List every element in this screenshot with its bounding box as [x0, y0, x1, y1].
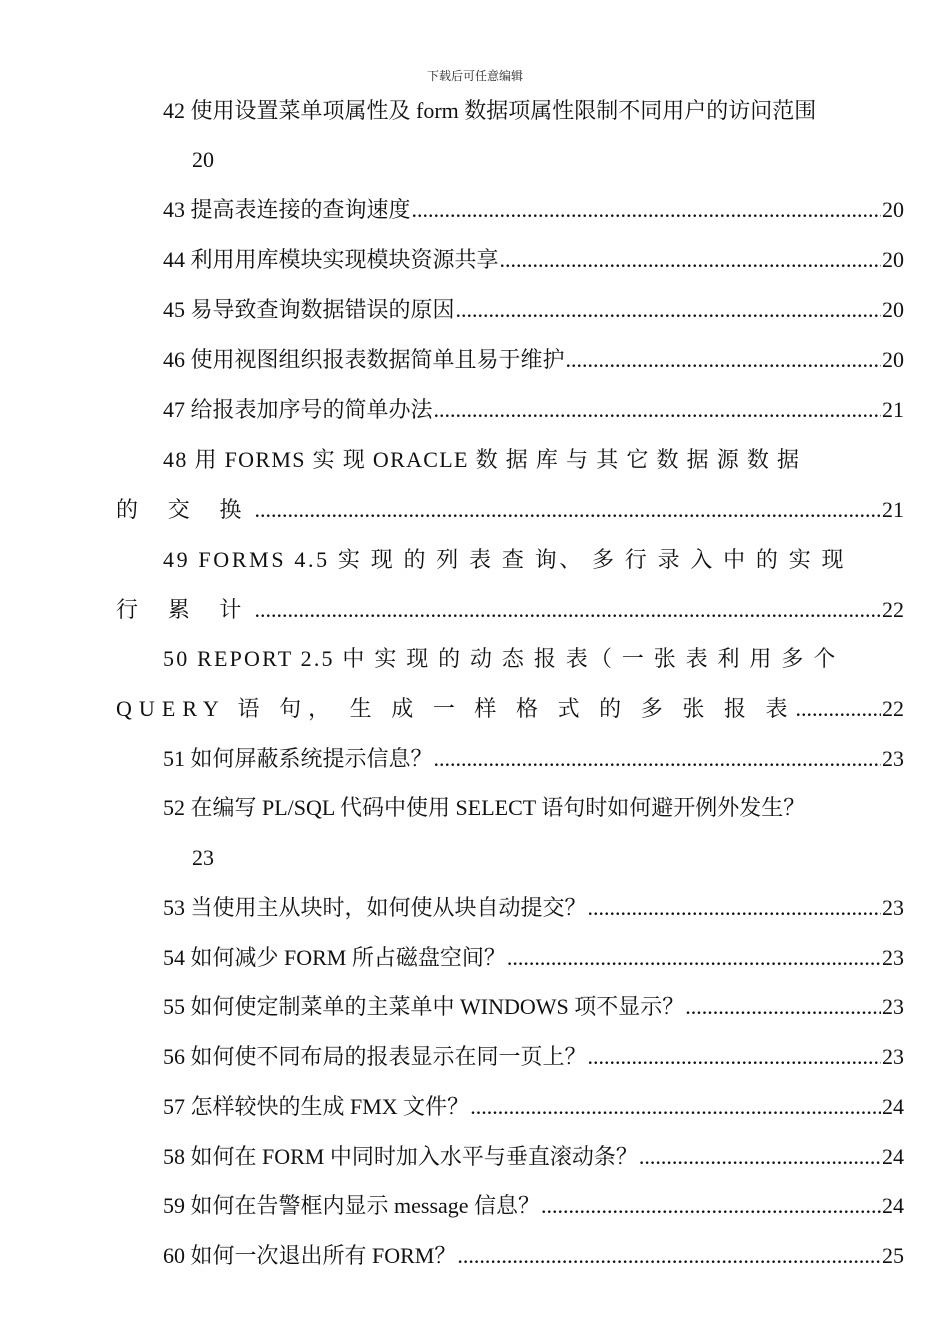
toc-leader	[588, 893, 881, 923]
toc-entry-page: 23	[882, 994, 904, 1019]
toc-entry-53[interactable]	[163, 893, 904, 923]
toc-leader	[796, 694, 881, 724]
toc-entry-50[interactable]	[116, 694, 904, 724]
toc-entry-title-line2: QUERY 语 句， 生 成 一 样 格 式 的 多 张 报 表	[116, 696, 795, 721]
toc-entry-page: 22	[882, 696, 904, 721]
toc-entry-46[interactable]	[163, 345, 904, 375]
toc-entry-title: 55 如何使定制菜单的主菜单中 WINDOWS 项不显示？	[163, 994, 685, 1019]
toc-entry-title: 44 利用用库模块实现模块资源共享	[163, 247, 499, 272]
toc-entry-title: 54 如何减少 FORM 所占磁盘空间？	[163, 945, 506, 970]
toc-entry-title-line2: 行 累 计	[116, 597, 254, 622]
toc-entry-page: 24	[882, 1144, 904, 1169]
toc-entry-title: 43 提高表连接的查询速度	[163, 197, 411, 222]
toc-entry-title: 60 如何一次退出所有 FORM？	[163, 1243, 457, 1268]
toc-entry-page: 23	[882, 945, 904, 970]
toc-entry-page: 24	[882, 1193, 904, 1218]
toc-leader	[434, 395, 881, 425]
toc-entry-title: 58 如何在 FORM 中同时加入水平与垂直滚动条？	[163, 1144, 638, 1169]
toc-leader	[434, 744, 881, 774]
toc-entry-48[interactable]	[116, 495, 904, 525]
toc-leader	[255, 595, 881, 625]
toc-entry-42-title[interactable]: 42 使用设置菜单项属性及 form 数据项属性限制不同用户的访问范围	[163, 98, 817, 123]
toc-entry-page: 20	[882, 247, 904, 272]
toc-entry-54[interactable]	[163, 943, 904, 973]
toc-entry-58[interactable]	[163, 1142, 904, 1172]
toc-entry-44[interactable]	[163, 245, 904, 275]
toc-entry-56[interactable]	[163, 1042, 904, 1072]
toc-entry-page: 21	[882, 397, 904, 422]
toc-entry-49-title-line1[interactable]: 49 FORMS 4.5 实 现 的 列 表 查 询、 多 行 录 入 中 的 实 现	[163, 547, 847, 572]
toc-entry-42-page: 20	[192, 147, 214, 172]
toc-leader	[639, 1142, 881, 1172]
toc-entry-title: 47 给报表加序号的简单办法	[163, 397, 433, 422]
toc-entry-60[interactable]	[163, 1241, 904, 1271]
toc-entry-title: 56 如何使不同布局的报表显示在同一页上？	[163, 1044, 587, 1069]
toc-leader	[588, 1042, 881, 1072]
toc-entry-page: 24	[882, 1094, 904, 1119]
toc-leader	[566, 345, 881, 375]
toc-entry-57[interactable]	[163, 1092, 904, 1122]
toc-entry-page: 23	[882, 895, 904, 920]
toc-entry-title: 59 如何在告警框内显示 message 信息？	[163, 1193, 541, 1218]
toc-entry-43[interactable]	[163, 195, 904, 225]
toc-entry-page: 20	[882, 297, 904, 322]
toc-entry-page: 22	[882, 597, 904, 622]
toc-entry-50-title-line1[interactable]: 50 REPORT 2.5 中 实 现 的 动 态 报 表（ 一 张 表 利 用 多 个	[163, 646, 838, 671]
toc-entry-title: 57 怎样较快的生成 FMX 文件？	[163, 1094, 470, 1119]
toc-entry-45[interactable]	[163, 295, 904, 325]
toc-leader	[412, 195, 881, 225]
toc-entry-title-line2: 的 交 换	[116, 497, 254, 522]
toc-entry-page: 20	[882, 197, 904, 222]
toc-leader	[456, 295, 881, 325]
page-header: 下载后可任意编辑	[426, 69, 523, 83]
toc-leader	[255, 495, 881, 525]
toc-entry-page: 20	[882, 347, 904, 372]
toc-leader	[470, 1092, 881, 1122]
toc-entry-title: 51 如何屏蔽系统提示信息？	[163, 746, 433, 771]
toc-entry-51[interactable]	[163, 744, 904, 774]
toc-entry-title: 53 当使用主从块时，如何使从块自动提交？	[163, 895, 587, 920]
toc-leader	[685, 992, 881, 1022]
toc-leader	[457, 1241, 881, 1271]
toc-entry-49[interactable]	[116, 595, 904, 625]
toc-entry-48-title-line1[interactable]: 48 用 FORMS 实 现 ORACLE 数 据 库 与 其 它 数 据 源 数 据	[163, 447, 801, 472]
toc-leader	[500, 245, 881, 275]
toc-entry-title: 45 易导致查询数据错误的原因	[163, 297, 455, 322]
toc-leader	[541, 1191, 881, 1221]
toc-entry-55[interactable]	[163, 992, 904, 1022]
toc-entry-page: 23	[882, 1044, 904, 1069]
toc-entry-52-page: 23	[192, 845, 214, 870]
toc-entry-59[interactable]	[163, 1191, 904, 1221]
toc-entry-page: 21	[882, 497, 904, 522]
toc-entry-52-title[interactable]: 52 在编写 PL/SQL 代码中使用 SELECT 语句时如何避开例外发生？	[163, 795, 806, 820]
toc-entry-page: 25	[882, 1243, 904, 1268]
toc-entry-title: 46 使用视图组织报表数据简单且易于维护	[163, 347, 565, 372]
toc-entry-page: 23	[882, 746, 904, 771]
toc-leader	[507, 943, 881, 973]
toc-entry-47[interactable]	[163, 395, 904, 425]
